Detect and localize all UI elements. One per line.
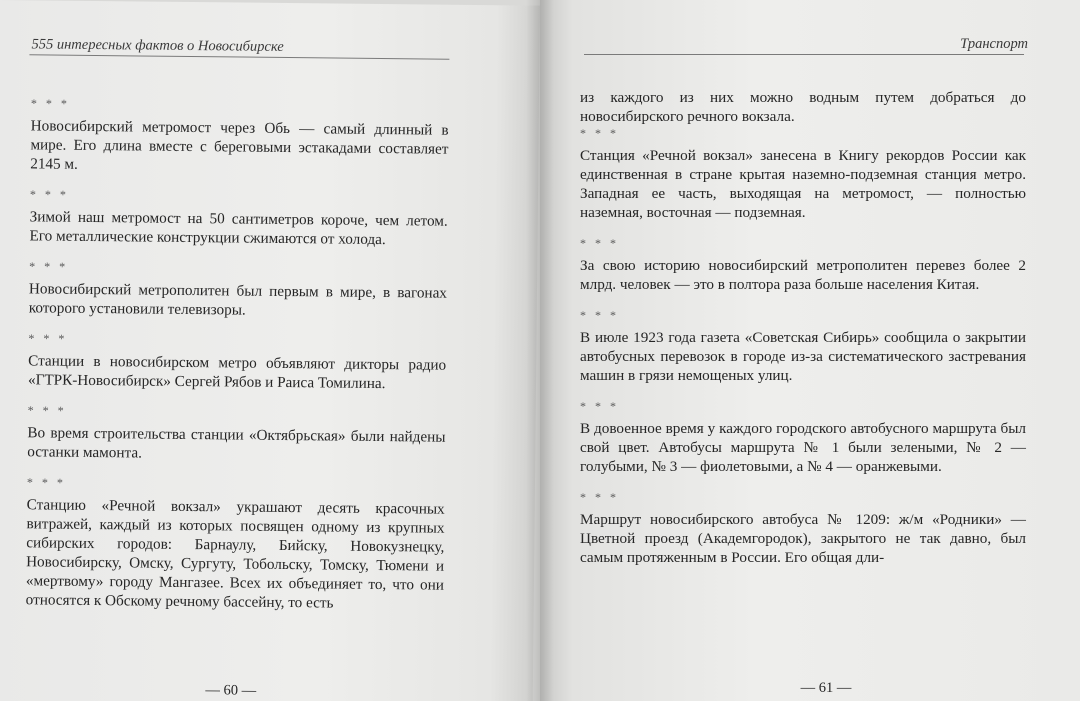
right-page [540,0,1080,701]
section-separator: * * * [26,475,67,490]
page-text [580,88,1026,581]
running-head: 555 интересных фактов о Новосибирске [31,36,284,55]
fact-text: Станция «Речной вокзал» занесена в Книгу рекордов России как единственная в стране крытая наземно-подземная станция метро. Западная ее часть, выходящая на метромост, — полностью наземная, восточная — подземная. [580,147,1026,221]
fact-text: Станции в новосибирском метро объявляют дикторы радио «ГТРК-Новосибирск» Сергей Рябов и Раиса Томилина. [27,352,447,393]
fact-text: Во время строительства станции «Октябрьская» были найдены останки мамонта. [27,424,446,462]
fact-item [27,403,446,465]
fact-text: Новосибирский метромост через Обь — самый длинный в мире. Его длина вместе с береговыми эстакадами составляет 2145 м. [30,117,449,173]
fact-text: Зимой наш метромост на 50 сантиметров короче, чем летом. Его металлические конструкции сжимаются от холода. [29,208,448,249]
page-number: — 61 — [800,680,852,696]
fact-item [580,236,1026,294]
section-separator: * * * [30,96,70,111]
fact-text: В довоенное время у каждого городского автобусного маршрута был свой цвет. Автобусы маршрута № 1 были зелеными, № 2 — голубыми, № 3 — фиолетовыми, а № 4 — оранжевыми. [580,420,1026,475]
section-separator: * * * [580,236,619,250]
fact-item [29,259,448,321]
section-separator: * * * [29,259,69,274]
fact-item [29,187,448,249]
continued-text: из каждого из них можно водным путем добраться до новосибирского речного вокзала. [580,89,1026,125]
fact-item [30,96,449,177]
section-separator: * * * [28,331,68,346]
section-separator: * * * [580,490,619,504]
header-rule [584,54,1024,55]
fact-item [28,331,447,393]
fact-item [580,490,1026,567]
page-text [25,96,448,627]
section-separator: * * * [27,403,67,418]
section-separator: * * * [580,126,619,140]
fact-text: Станцию «Речной вокзал» украшают десять красочных витражей, каждый из которых посвящен одному из крупных сибирских городов: Барнаулу, Бийску, Новокузнецку, Новосибирску, Омску, Сургуту, Тобольску, Томску, Тюмени и «мертвому» городу Мангазее. Всех их объединяет то, что они относятся к Обскому речному бассейну, то есть [25,496,445,612]
fact-item [580,308,1026,385]
fact-item [26,475,445,613]
page-number: — 60 — [205,682,257,699]
fact-text: За свою историю новосибирский метрополитен перевез более 2 млрд. человек — это в полтора раза больше населения Китая. [580,257,1026,293]
fact-text: Маршрут новосибирского автобуса № 1209: ж/м «Родники» — Цветной проезд (Академгородок), закрытого не так давно, был самым протяженным в России. Его общая дли- [580,511,1026,566]
section-separator: * * * [580,399,619,413]
section-separator: * * * [580,308,619,322]
fact-text: Новосибирский метрополитен был первым в мире, в вагонах которого установили телевизоры. [28,280,448,319]
fact-item [580,126,1026,222]
running-head: Транспорт [960,36,1028,52]
section-separator: * * * [29,187,70,202]
fact-item [580,399,1026,476]
fact-text: В июле 1923 года газета «Советская Сибирь» сообщила о закрытии автобусных перевозок в городе из-за систематического застревания машин в грязи немощеных улиц. [580,329,1026,384]
